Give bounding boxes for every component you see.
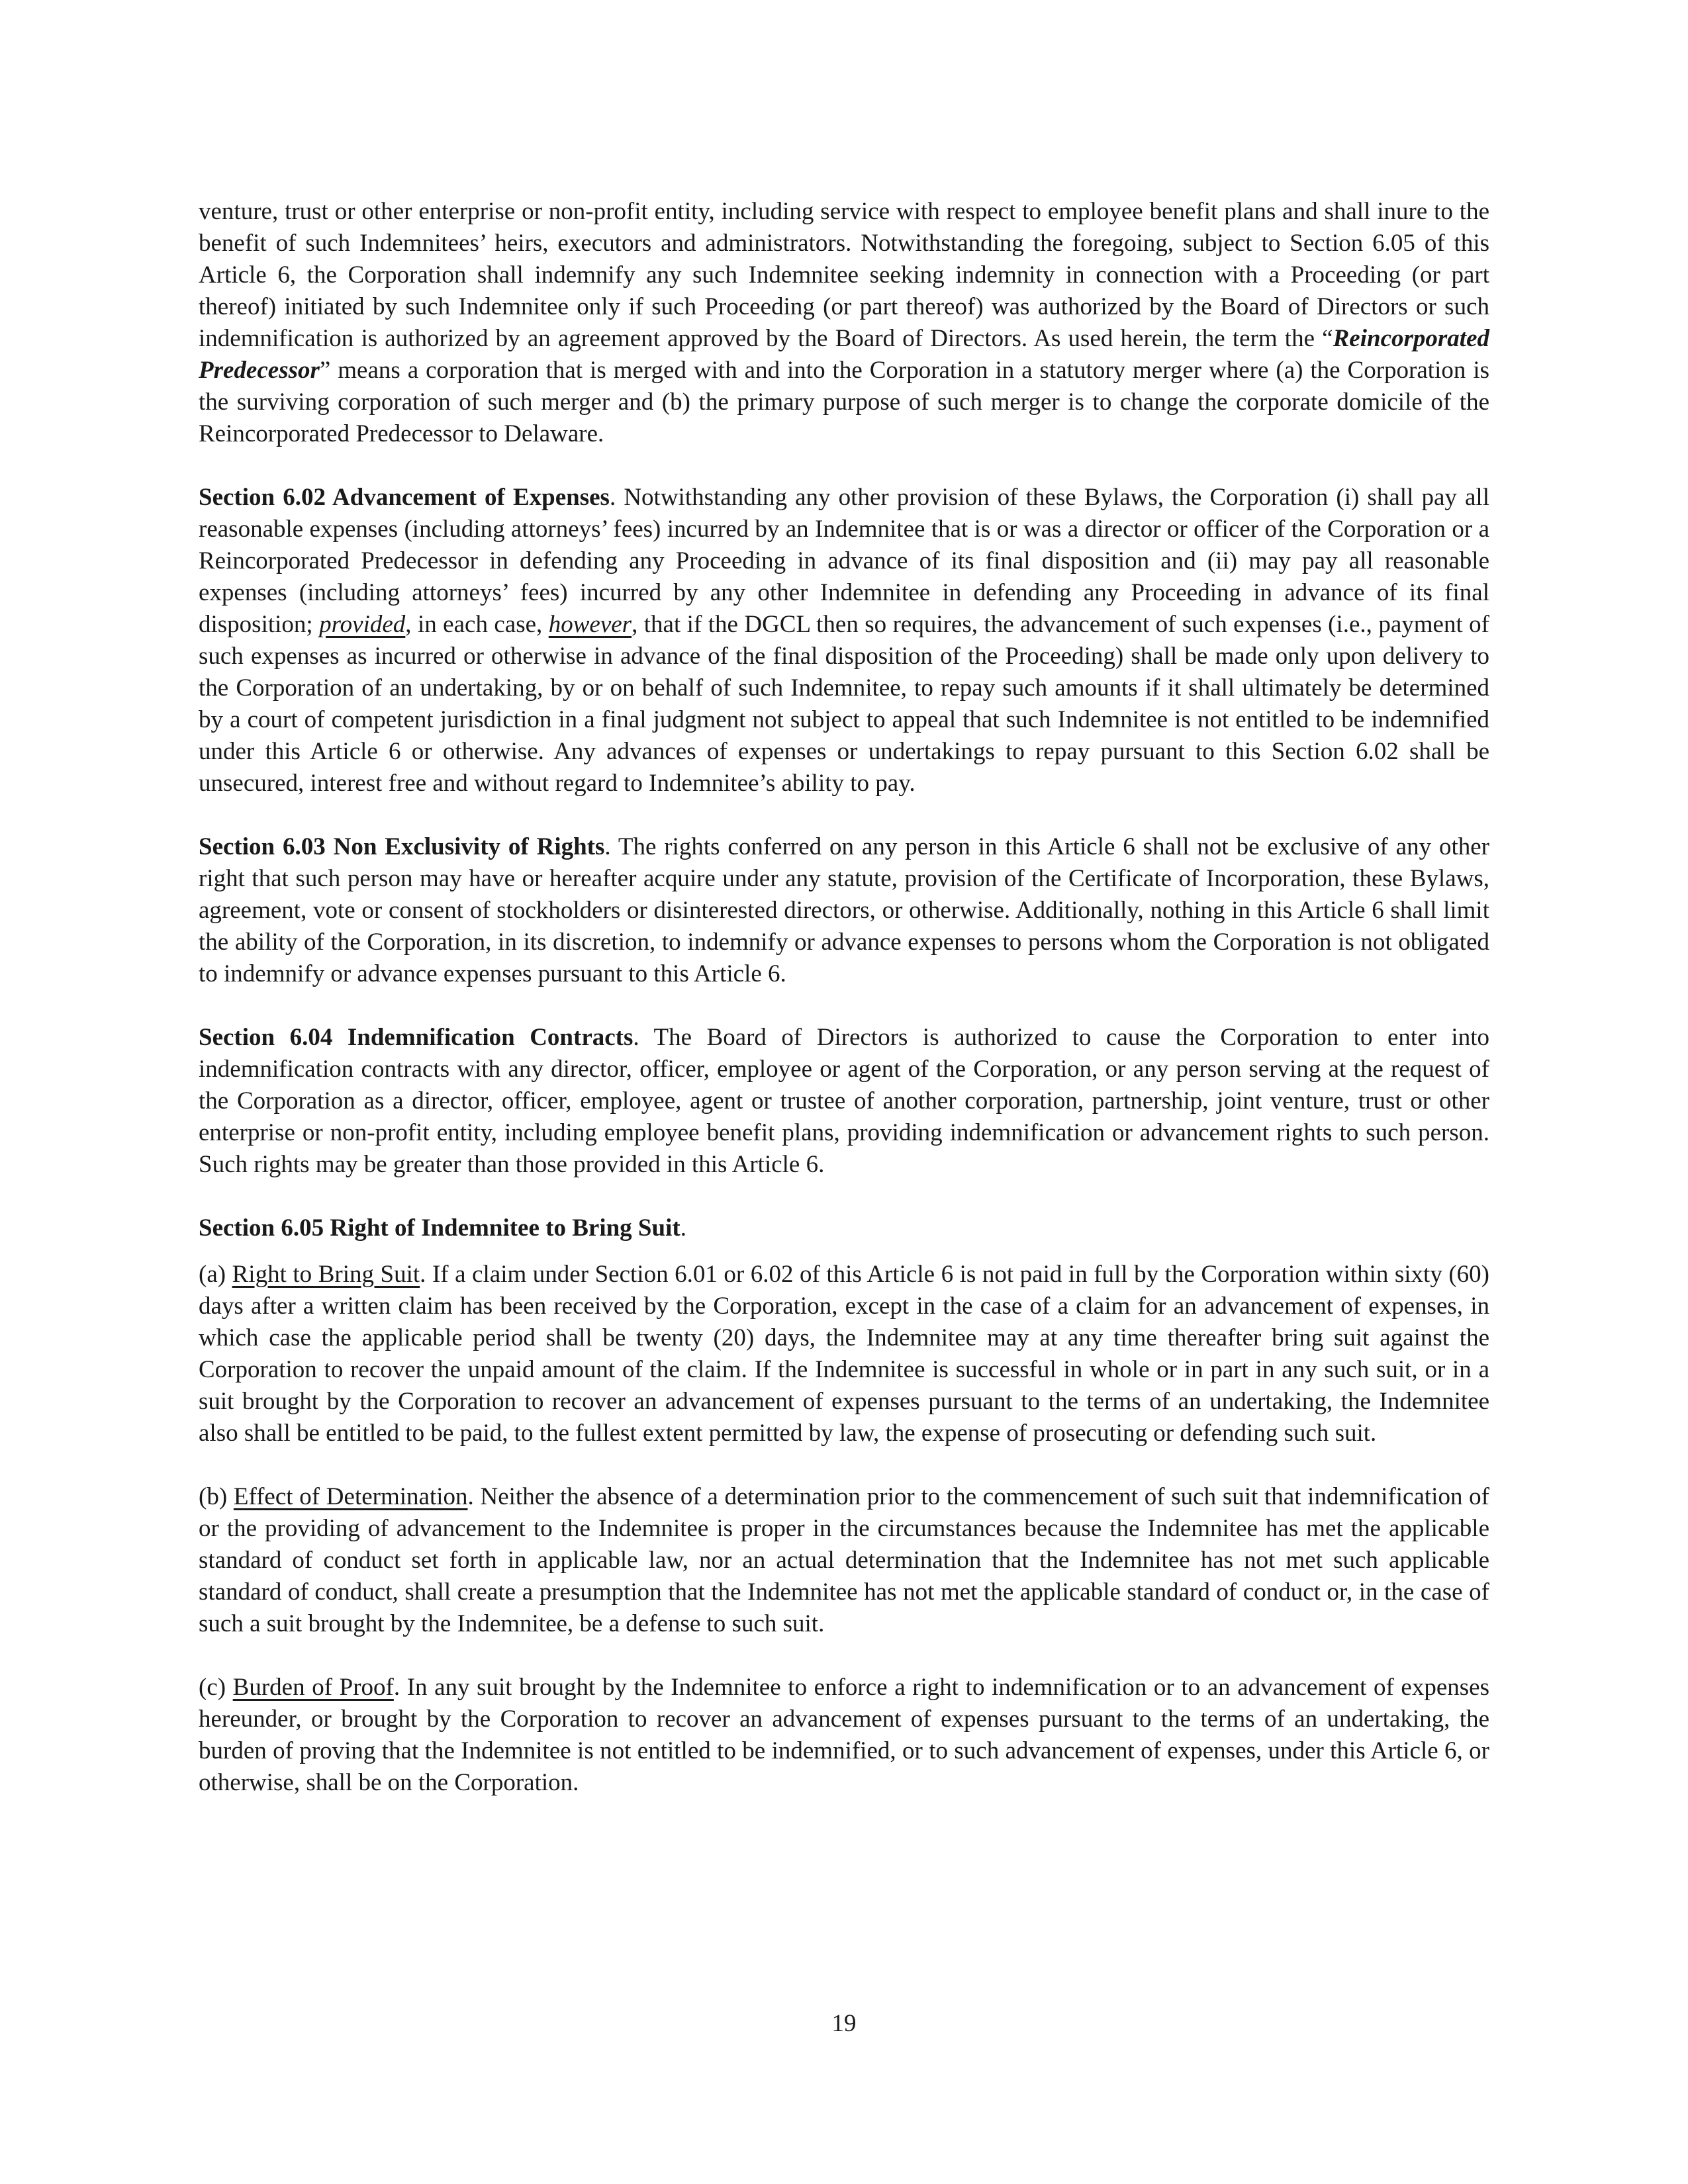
subsection-prefix: (c) bbox=[199, 1674, 233, 1701]
subsection-b bbox=[199, 1481, 1489, 1640]
subsection-prefix: (b) bbox=[199, 1483, 234, 1510]
emphasis-provided: provided bbox=[319, 611, 406, 638]
section-text: . The Board of Directors is authorized to cause the Corporation to enter into indemnification contracts with any director, officer, employee or agent of the Corporation, or any person serving at the request of the Corporation as a director, officer, employee, agent or trustee of another corporation, partnership, joint venture, trust or other enterprise or non-profit entity, including employee benefit plans, providing indemnification or advancement rights to such person. Such rights may be greater than those provided in this Article 6. bbox=[199, 1024, 1489, 1178]
subsection-text: . In any suit brought by the Indemnitee to enforce a right to indemnification or to an advancement of expenses hereunder, or brought by the Corporation to recover an advancement of expenses pursuant to the terms of an undertaking, the burden of proving that the Indemnitee is not entitled to be indemnified, or to such advancement of expenses, under this Article 6, or otherwise, shall be on the Corporation. bbox=[199, 1674, 1489, 1796]
subsection-prefix: (a) bbox=[199, 1261, 232, 1288]
section-6-03 bbox=[199, 831, 1489, 990]
section-6-02 bbox=[199, 482, 1489, 799]
subsection-text: . Neither the absence of a determination prior to the commencement of such suit that indemnification of or the providing of advancement to the Indemnitee is proper in the circumstances because the Indemnitee has met the applicable standard of conduct set forth in applicable law, nor an actual determination that the Indemnitee has not met such applicable standard of conduct, shall create a presumption that the Indemnitee has not met the applicable standard of conduct or, in the case of such a suit brought by the Indemnitee, be a defense to such suit. bbox=[199, 1483, 1489, 1637]
paragraph-text: venture, trust or other enterprise or non-profit entity, including service with respect to employee benefit plans and shall inure to the benefit of such Indemnitees’ heirs, executors and administrators. Notwithstanding the foregoing, subject to Section 6.05 of this Article 6, the Corporation shall indemnify any such Indemnitee seeking indemnity in connection with a Proceeding (or part thereof) initiated by such Indemnitee only if such Proceeding (or part thereof) was authorized by the Board of Directors or such indemnification is authorized by an agreement approved by the Board of Directors. As used herein, the term the “ bbox=[199, 198, 1489, 352]
section-text: , that if the DGCL then so requires, the advancement of such expenses (i.e., payment of such expenses as incurred or otherwise in advance of the final disposition of the Proceeding) shall be made only upon delivery to the Corporation of an undertaking, by or on behalf of such Indemnitee, to repay such amounts if it shall ultimately be determined by a court of competent jurisdiction in a final judgment not subject to appeal that such Indemnitee is not entitled to be indemnified under this Article 6 or otherwise. Any advances of expenses or undertakings to repay pursuant to this Section 6.02 shall be unsecured, interest free and without regard to Indemnitee’s ability to pay. bbox=[199, 611, 1490, 797]
page-number: 19 bbox=[831, 2010, 857, 2037]
section-heading: Section 6.02 Advancement of Expenses bbox=[199, 484, 610, 511]
document-body bbox=[199, 196, 1489, 1831]
section-6-04 bbox=[199, 1022, 1489, 1181]
section-text: . Notwithstanding any other provision of these Bylaws, the Corporation (i) shall pay all reasonable expenses (including attorneys’ fees) incurred by an Indemnitee that is or was a director or officer of the Corporation or a Reincorporated Predecessor in defending any Proceeding in advance of its final disposition and (ii) may pay all reasonable expenses (including attorneys’ fees) incurred by any other Indemnitee in defending any Proceeding in advance of its final disposition; bbox=[199, 484, 1489, 638]
paragraph-text: ” means a corporation that is merged with and into the Corporation in a statutory merger where (a) the Corporation is the surviving corporation of such merger and (b) the primary purpose of such merger is to change the corporate domicile of the Reincorporated Predecessor to Delaware. bbox=[199, 357, 1489, 447]
section-heading: Section 6.03 Non Exclusivity of Rights bbox=[199, 833, 605, 860]
section-text: . The rights conferred on any person in this Article 6 shall not be exclusive of any other right that such person may have or hereafter acquire under any statute, provision of the Certificate of Incorporation, these Bylaws, agreement, vote or consent of stockholders or disinterested directors, or otherwise. Additionally, nothing in this Article 6 shall limit the ability of the Corporation, in its discretion, to indemnify or advance expenses to persons whom the Corporation is not obligated to indemnify or advance expenses pursuant to this Article 6. bbox=[199, 833, 1489, 987]
paragraph-continuation bbox=[199, 196, 1489, 450]
subsection-text: . If a claim under Section 6.01 or 6.02 of this Article 6 is not paid in full by the Corporation within sixty (60) days after a written claim has been received by the Corporation, except in the case of a claim for an advancement of expenses, in which case the applicable period shall be twenty (20) days, the Indemnitee may at any time thereafter bring suit against the Corporation to recover the unpaid amount of the claim. If the Indemnitee is successful in whole or in part in any such suit, or in a suit brought by the Corporation to recover an advancement of expenses pursuant to the terms of an undertaking, the Indemnitee also shall be entitled to be paid, to the fullest extent permitted by law, the expense of prosecuting or defending such suit. bbox=[199, 1261, 1489, 1447]
subsection-title: Right to Bring Suit bbox=[232, 1261, 420, 1288]
heading-period: . bbox=[680, 1214, 686, 1242]
defined-term: Reincorporated Predecessor bbox=[199, 325, 1489, 384]
subsection-c bbox=[199, 1672, 1489, 1799]
subsection-title: Effect of Determination bbox=[233, 1483, 468, 1510]
subsection-a bbox=[199, 1259, 1489, 1449]
subsection-title: Burden of Proof bbox=[232, 1674, 394, 1701]
section-text: , in each case, bbox=[405, 611, 549, 638]
section-6-05-heading bbox=[199, 1212, 1489, 1244]
section-heading: Section 6.05 Right of Indemnitee to Bring Suit bbox=[199, 1214, 680, 1242]
emphasis-however: however bbox=[548, 611, 632, 638]
section-heading: Section 6.04 Indemnification Contracts bbox=[199, 1024, 633, 1051]
